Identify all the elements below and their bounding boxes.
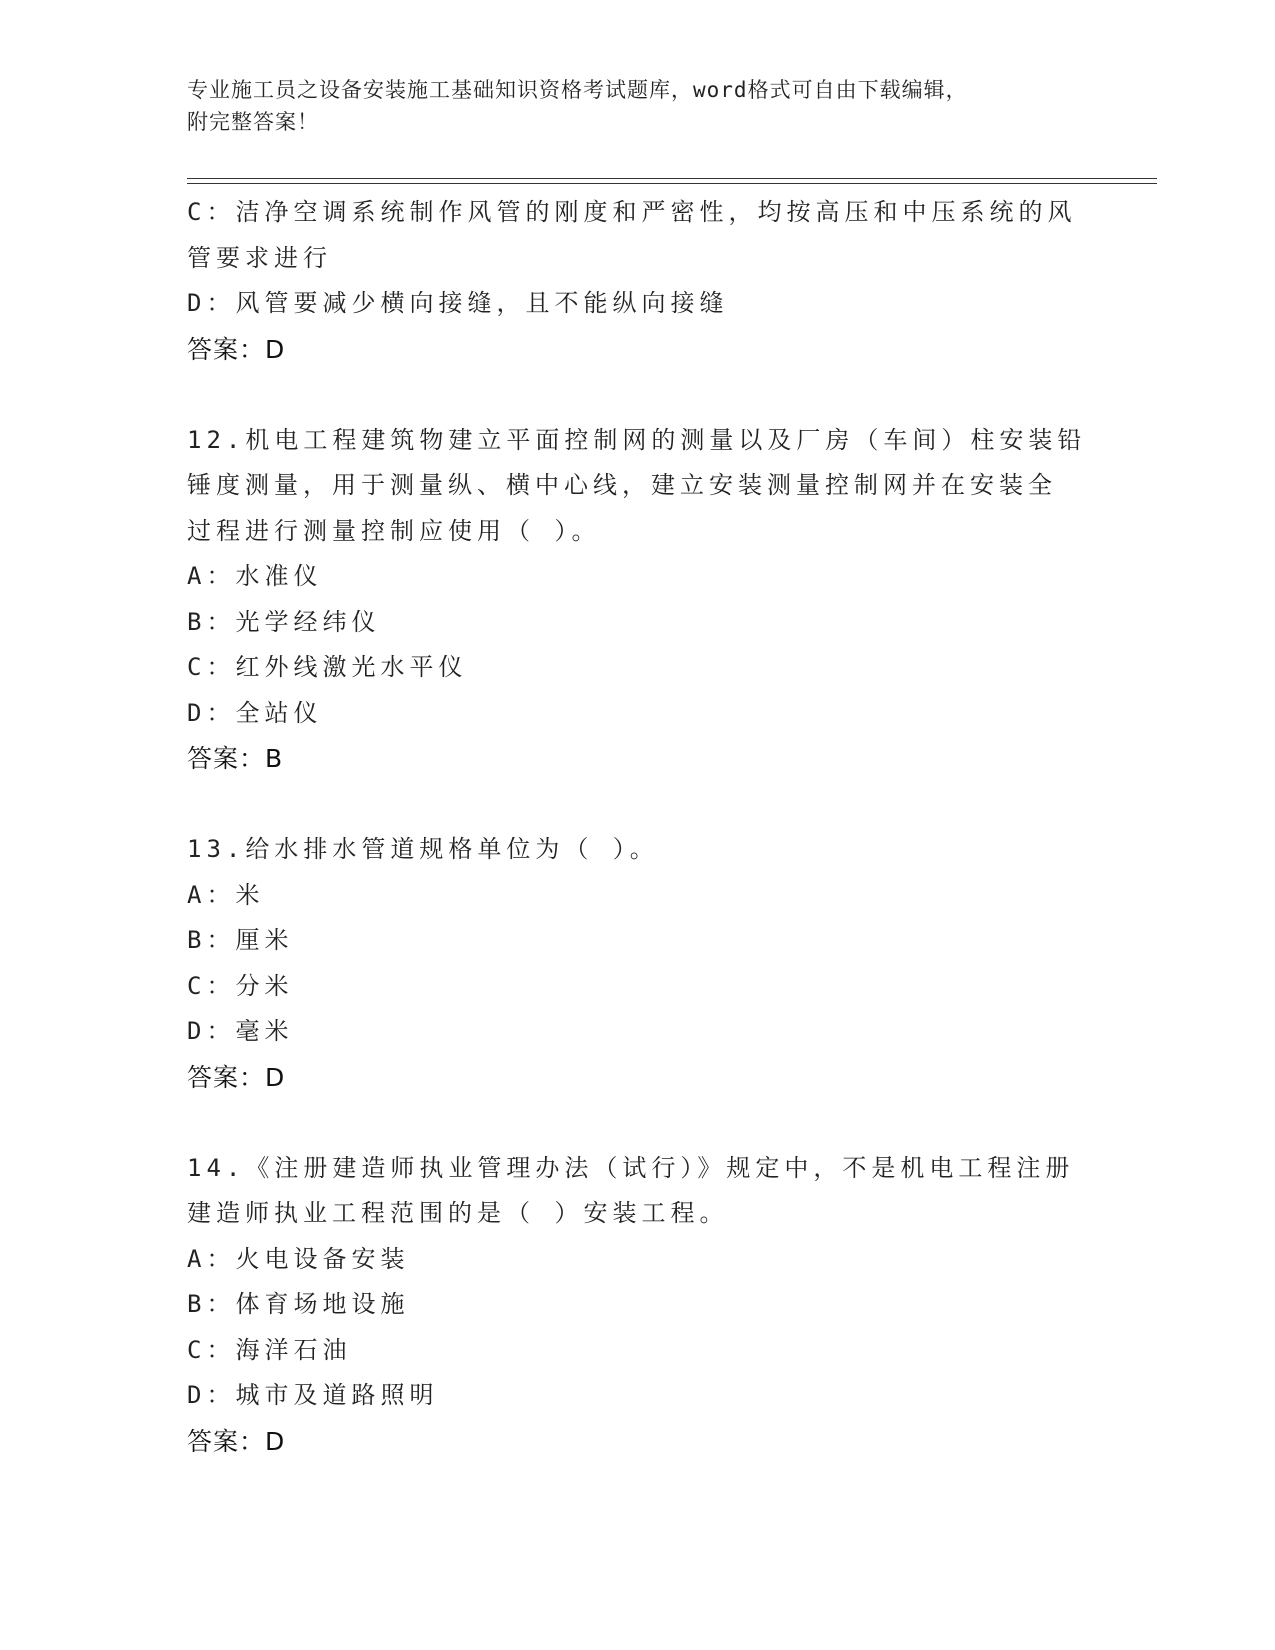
question-14-option-c: C：海洋石油 [187, 1335, 352, 1364]
header-line-2: 附完整答案！ [187, 110, 319, 134]
answer-13: 答案：D [187, 1062, 286, 1092]
header-divider-top [187, 178, 1157, 179]
question-12 [187, 418, 1087, 782]
answer-14: 答案：D [187, 1426, 286, 1456]
question-14-option-a: A：火电设备安装 [187, 1244, 410, 1273]
question-13-option-b: B：厘米 [187, 926, 294, 954]
header-line-1: 专业施工员之设备安装施工基础知识资格考试题库，word格式可自由下载编辑， [187, 78, 968, 102]
question-12-option-d: D：全站仪 [187, 698, 323, 727]
question-12-option-b: B：光学经纬仪 [187, 607, 381, 636]
question-12-option-c: C：红外线激光水平仪 [187, 653, 468, 681]
question-13-option-d: D：毫米 [187, 1017, 294, 1045]
option-d: D：风管要减少横向接缝，且不能纵向接缝 [187, 289, 729, 317]
question-12-line-3: 过程进行测量控制应使用（ ）。 [187, 516, 601, 545]
question-11-remainder [187, 190, 1087, 372]
question-13-line-1: 13.给水排水管道规格单位为（ ）。 [187, 835, 659, 863]
document-header [187, 74, 1087, 138]
option-c-line-2: 管要求进行 [187, 243, 332, 272]
answer-12: 答案：B [187, 744, 284, 773]
answer-11: 答案：D [187, 334, 286, 364]
question-13 [187, 827, 1087, 1100]
question-14-line-2: 建造师执业工程范围的是（ ）安装工程。 [187, 1199, 729, 1227]
question-12-line-1: 12.机电工程建筑物建立平面控制网的测量以及厂房（车间）柱安装铅 [187, 425, 1087, 454]
question-14-option-b: B：体育场地设施 [187, 1290, 410, 1318]
question-13-option-c: C：分米 [187, 971, 294, 1000]
document-body [187, 190, 1087, 1464]
option-c-line-1: C：洁净空调系统制作风管的刚度和严密性，均按高压和中压系统的风 [187, 198, 1077, 226]
question-12-line-2: 锤度测量，用于测量纵、横中心线，建立安装测量控制网并在安装全 [187, 471, 1057, 499]
question-14-line-1: 14.《注册建造师执业管理办法（试行）》规定中，不是机电工程注册 [187, 1153, 1075, 1182]
question-13-option-a: A：米 [187, 880, 265, 909]
header-divider-bottom [187, 183, 1157, 184]
question-14 [187, 1146, 1087, 1465]
question-14-option-d: D：城市及道路照明 [187, 1381, 439, 1409]
question-12-option-a: A：水准仪 [187, 562, 323, 590]
